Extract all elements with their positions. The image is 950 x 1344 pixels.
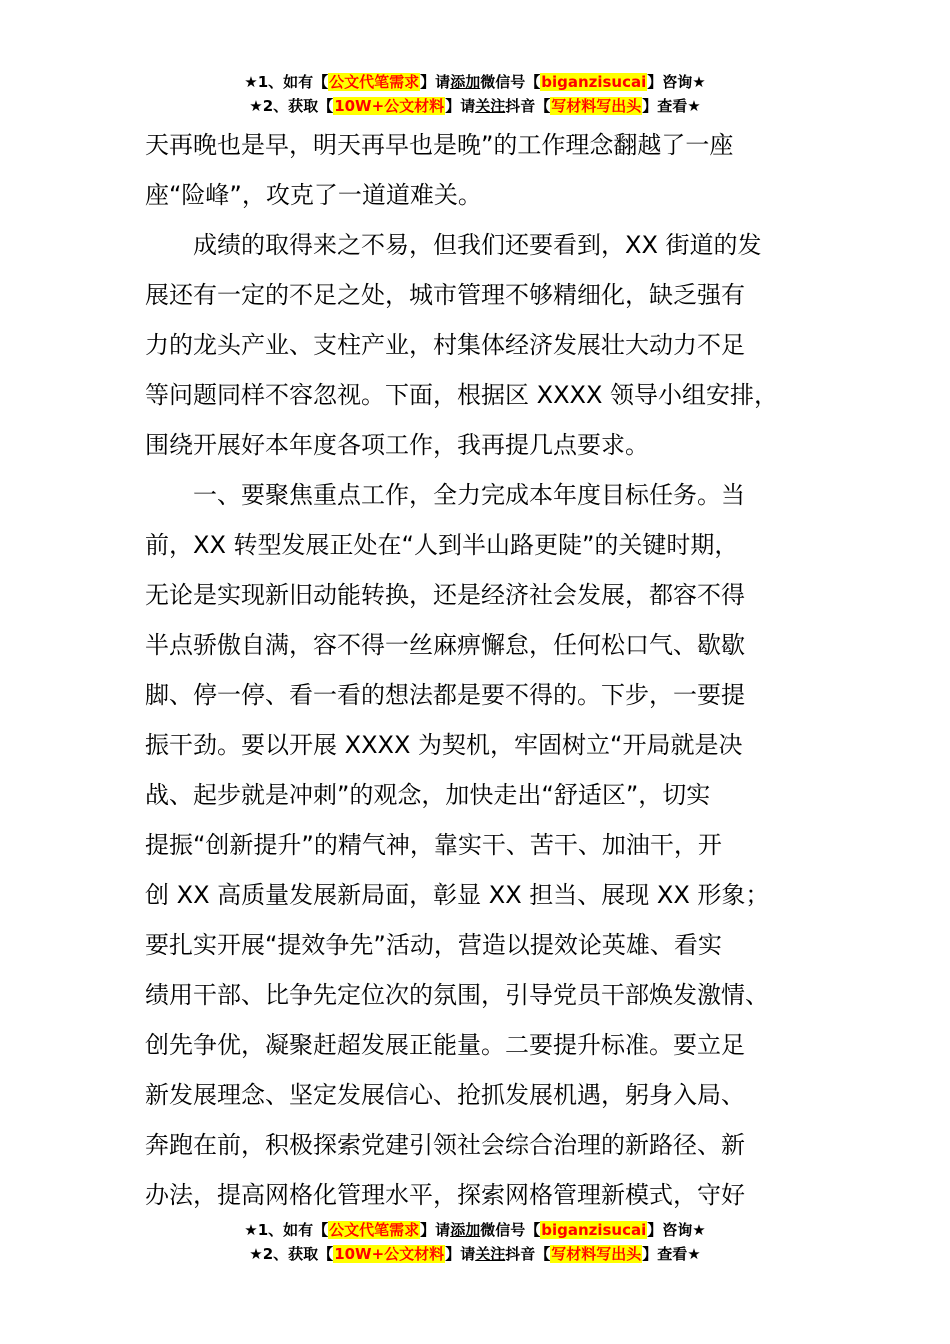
banner-highlight: biganzisucai	[541, 73, 647, 91]
banner-emphasis: 添加	[450, 1221, 481, 1239]
banner-text: 】查看★	[642, 97, 701, 115]
banner-emphasis: 关注	[475, 97, 506, 115]
body-line: 办法，提高网格化管理水平，探索网格管理新模式，守好	[145, 1181, 745, 1209]
banner-line-2	[0, 1242, 950, 1266]
body-line: 成绩的取得来之不易，但我们还要看到，XX 街道的发	[193, 231, 762, 259]
body-line: 无论是实现新旧动能转换，还是经济社会发展，都容不得	[145, 581, 745, 609]
banner-text: 】请	[420, 1221, 451, 1239]
body-line: 战、起步就是冲刺”的观念，加快走出“舒适区”，切实	[145, 781, 711, 809]
banner-line-2	[0, 94, 950, 118]
banner-text: ★2、获取【	[249, 1245, 334, 1263]
body-line: 要扎实开展“提效争先”活动，营造以提效论英雄、看实	[145, 931, 722, 959]
banner-text: 微信号【	[480, 1221, 541, 1239]
banner-emphasis: 添加	[450, 73, 481, 91]
body-line: 一、要聚焦重点工作，全力完成本年度目标任务。当	[193, 481, 745, 509]
body-line: 展还有一定的不足之处，城市管理不够精细化，缺乏强有	[145, 281, 745, 309]
body-line: 天再晚也是早，明天再早也是晚”的工作理念翻越了一座	[145, 131, 734, 159]
header-banner	[0, 70, 950, 118]
banner-text: ★1、如有【	[244, 1221, 329, 1239]
banner-text: ★2、获取【	[249, 97, 334, 115]
body-line: 前，XX 转型发展正处在“人到半山路更陡”的关键时期，	[145, 531, 739, 559]
body-line: 创先争优，凝聚赶超发展正能量。二要提升标准。要立足	[145, 1031, 745, 1059]
banner-text: 】咨询★	[647, 1221, 706, 1239]
banner-text: 】请	[445, 1245, 476, 1263]
banner-highlight: 写材料写出头	[551, 97, 642, 115]
banner-text: 微信号【	[480, 73, 541, 91]
body-line: 座“险峰”，攻克了一道道难关。	[145, 181, 482, 209]
footer-banner	[0, 1218, 950, 1266]
banner-emphasis: 关注	[475, 1245, 506, 1263]
body-line: 新发展理念、坚定发展信心、抢抓发展机遇，躬身入局、	[145, 1081, 745, 1109]
body-line: 半点骄傲自满，容不得一丝麻痹懈怠，任何松口气、歇歇	[145, 631, 745, 659]
body-line: 等问题同样不容忽视。下面，根据区 XXXX 领导小组安排，	[145, 381, 779, 409]
banner-text: 】查看★	[642, 1245, 701, 1263]
banner-text: 抖音【	[505, 1245, 551, 1263]
banner-line-1	[0, 70, 950, 94]
body-line: 脚、停一停、看一看的想法都是要不得的。下步，一要提	[145, 681, 745, 709]
body-line: 绩用干部、比争先定位次的氛围，引导党员干部焕发激情、	[145, 981, 769, 1009]
banner-highlight: 10W+公文材料	[334, 1245, 445, 1263]
banner-highlight: biganzisucai	[541, 1221, 647, 1239]
body-line: 提振“创新提升”的精气神，靠实干、苦干、加油干，开	[145, 831, 722, 859]
banner-highlight: 写材料写出头	[551, 1245, 642, 1263]
banner-highlight: 公文代笔需求	[329, 73, 420, 91]
banner-line-1	[0, 1218, 950, 1242]
banner-highlight: 公文代笔需求	[329, 1221, 420, 1239]
body-line: 围绕开展好本年度各项工作，我再提几点要求。	[145, 431, 649, 459]
body-line: 力的龙头产业、支柱产业，村集体经济发展壮大动力不足	[145, 331, 745, 359]
banner-text: 】请	[445, 97, 476, 115]
document-body	[145, 120, 815, 1220]
banner-highlight: 10W+公文材料	[334, 97, 445, 115]
banner-text: 】请	[420, 73, 451, 91]
body-line: 奔跑在前，积极探索党建引领社会综合治理的新路径、新	[145, 1131, 745, 1159]
banner-text: ★1、如有【	[244, 73, 329, 91]
body-line: 振干劲。要以开展 XXXX 为契机，牢固树立“开局就是决	[145, 731, 743, 759]
banner-text: 抖音【	[505, 97, 551, 115]
body-line: 创 XX 高质量发展新局面，彰显 XX 担当、展现 XX 形象；	[145, 881, 770, 909]
banner-text: 】咨询★	[647, 73, 706, 91]
